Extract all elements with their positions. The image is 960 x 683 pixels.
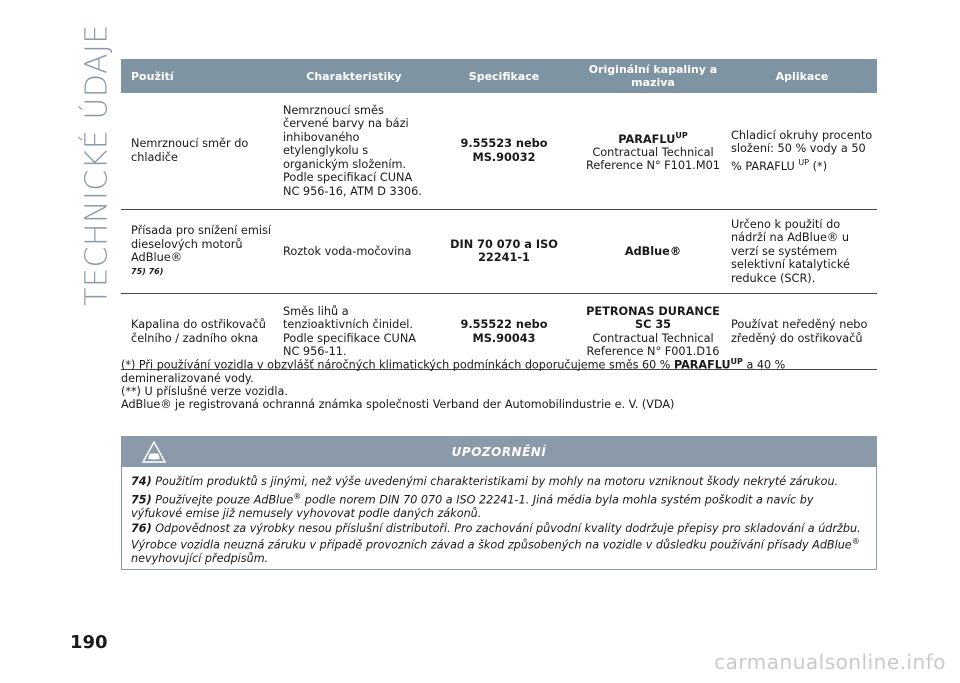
footnote-1-post: a 40 % demineralizované vody. — [121, 358, 786, 385]
cell-characteristics: Roztok voda-močovina — [279, 209, 429, 294]
fluid-ref-line1: Contractual Technical — [592, 145, 714, 159]
section-side-title — [79, 24, 115, 306]
page-number: 190 — [70, 632, 108, 653]
cell-use: Kapalina do ostřikovačů čelního / zadního okna — [121, 294, 279, 370]
header-characteristics: Charakteristiky — [279, 59, 429, 93]
warning-title: UPOZORNĚNÍ — [451, 445, 547, 459]
fluid-brand: PARAFLU — [618, 132, 676, 146]
cell-application — [727, 93, 877, 209]
cell-application: Určeno k použití do nádrží na AdBlue® u verzí se systémem selektivní katalytické redukce (SCR). — [727, 209, 877, 294]
application-text: Chladicí okruhy procento složení: 50 % vody a 50 % PARAFLU — [731, 128, 873, 173]
header-specification: Specifikace — [429, 59, 579, 93]
application-suffix: (*) — [812, 159, 828, 173]
cell-fluid — [579, 93, 727, 209]
fluid-brand-sup: UP — [675, 130, 688, 140]
warning-text-pre: Používejte pouze AdBlue — [155, 493, 294, 507]
fluid-ref-line1: Contractual Technical — [592, 331, 714, 345]
warning-item-76 — [131, 522, 867, 567]
warning-num: 76) — [131, 521, 152, 535]
watermark: carmanualsonline.info — [714, 650, 946, 674]
table-header-row — [121, 59, 877, 93]
footnote-1-pre: (*) Při používání vozidla v obzvlášť náročných klimatických podmínkách doporučujeme směs 60 % — [121, 358, 671, 372]
header-application: Aplikace — [727, 59, 877, 93]
use-text: Přísada pro snížení emisí dieselových motorů AdBlue® — [131, 224, 272, 265]
warning-num: 75) — [131, 493, 152, 507]
cell-specification: 9.55523 nebo MS.90032 — [429, 93, 579, 209]
warning-body — [122, 467, 876, 575]
application-sup: UP — [798, 157, 810, 167]
warning-sup: ® — [851, 537, 860, 547]
cell-specification: 9.55522 nebo MS.90043 — [429, 294, 579, 370]
header-original-fluids: Originální kapaliny a maziva — [579, 59, 727, 93]
header-use: Použití — [121, 59, 279, 93]
fluid-brand: PETRONAS DURANCE SC 35 — [586, 304, 720, 331]
cell-specification: DIN 70 070 a ISO 22241-1 — [429, 209, 579, 294]
cell-characteristics: Nemrznoucí směs červené barvy na bázi inhibovaného etylenglykolu s organickým složením. Podle specifikací CUNA NC 956-16, ATM D 3306. — [279, 93, 429, 209]
warning-box — [121, 436, 877, 570]
cell-characteristics: Směs lihů a tenzioaktivních činidel. Podle specifikace CUNA NC 956-11. — [279, 294, 429, 370]
table-row — [121, 93, 877, 209]
warning-text-post: podle norem DIN 70 070 a ISO 22241-1. Jiná média byla mohla systém poškodit a navíc by výfukové emise již nemusely vyhovovat podle daných zákonů. — [131, 493, 814, 520]
warning-refs: 75) 76) — [131, 266, 164, 276]
cell-use — [121, 209, 279, 294]
footnote-1-sup: UP — [730, 357, 743, 366]
footnote-1 — [121, 355, 877, 385]
warning-num: 74) — [131, 475, 152, 488]
fluid-ref-line2: Reference N° F101.M01 — [586, 159, 720, 173]
warning-header — [122, 437, 876, 467]
cell-use: Nemrznoucí směr do chladiče — [121, 93, 279, 209]
warning-text: Použitím produktů s jinými, než výše uvedenými charakteristikami by mohly na motoru vzniknout škody nekryté zárukou. — [155, 475, 839, 488]
warning-item-74 — [131, 475, 867, 489]
fluids-table — [121, 59, 877, 370]
footnote-3: AdBlue® je registrovaná ochranná známka společnosti Verband der Automobilindustrie e. V. (VDA) — [121, 397, 675, 411]
footnotes — [121, 355, 877, 411]
footnote-1-brand: PARAFLU — [673, 358, 731, 372]
table-row — [121, 209, 877, 294]
warning-sup: ® — [293, 491, 302, 501]
warning-text-post: nevyhovující předpisům. — [131, 552, 269, 566]
warning-item-75 — [131, 490, 867, 521]
footnote-2: (**) U příslušné verze vozidla. — [121, 384, 288, 398]
warning-text-pre: Odpovědnost za výrobky nesou příslušní distributoři. Pro zachování původní kvality dodržuje přepisy pro skladování a údržbu. Výrobce vozidla neuzná záruku v případě provozních závad a škod způsobených na vozidle v důsledku používání přísady AdBlue — [131, 521, 861, 552]
cell-fluid: AdBlue® — [579, 209, 727, 294]
cell-application: Používat neředěný nebo zředěný do ostřikovačů — [727, 294, 877, 370]
fluid-ref-line2: Reference N° F001.D16 — [586, 345, 720, 358]
section-title-text: TECHNICKÉ ÚDAJE — [79, 24, 115, 306]
